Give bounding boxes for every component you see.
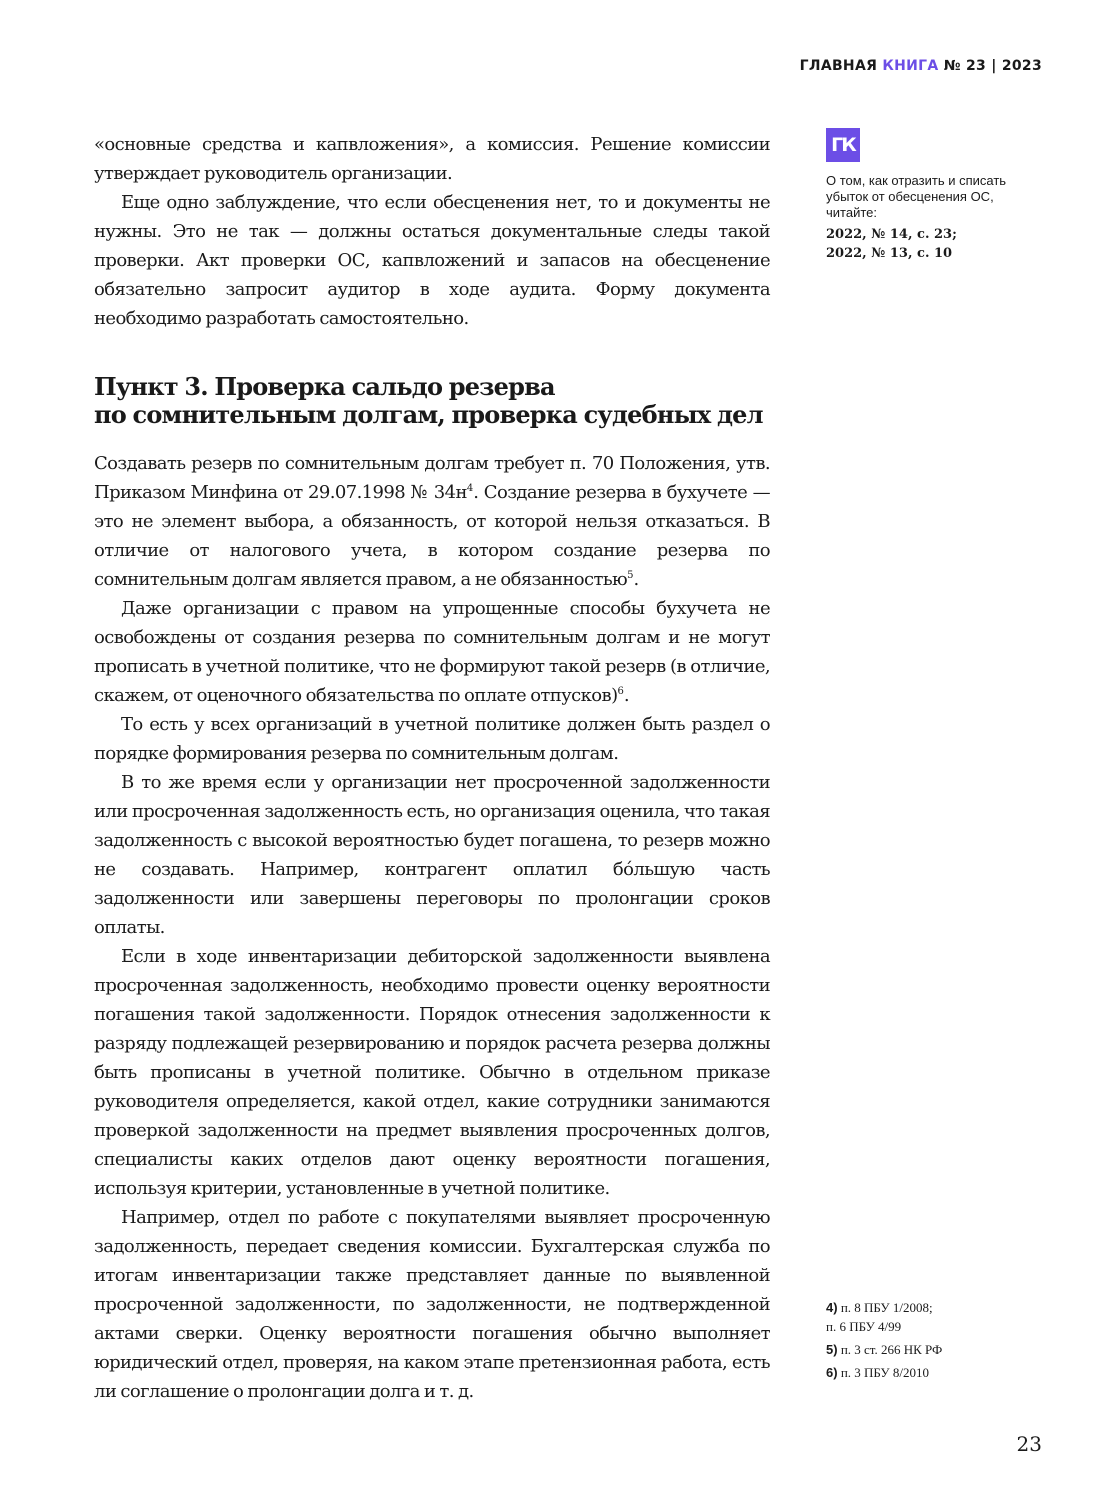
running-header (800, 58, 1042, 74)
footnote (826, 1340, 1046, 1359)
footnote-ref: 6 (617, 686, 624, 697)
gk-logo: ГК (826, 128, 860, 162)
section-heading (94, 373, 770, 429)
footnote-number: 5) (826, 1342, 838, 1357)
footnotes (826, 1298, 1046, 1386)
section-heading-line: Пункт 3. Проверка сальдо резерва (94, 372, 555, 401)
footnote-text: п. 6 ПБУ 4/99 (826, 1319, 902, 1334)
reference-link: 2022, № 13, с. 10 (826, 246, 953, 261)
footnote-text: п. 3 ст. 266 НК РФ (837, 1342, 943, 1357)
paragraph (94, 449, 770, 594)
footnote-text: п. 3 ПБУ 8/2010 (837, 1365, 929, 1380)
footnote (826, 1363, 1046, 1382)
paragraph: «основные средства и капвложения», а комиссия. Решение комиссии утверждает руководитель организации. (94, 134, 770, 184)
paragraph-text: . (633, 569, 639, 590)
publication-name: ГЛАВНАЯ (799, 58, 883, 74)
paragraph: В то же время если у организации нет просроченной задолженности или просроченная задолженность есть, но организация оценила, что такая задолженность с высокой вероятностью будет погашена, то резерв можно не создавать. Например, контрагент оплатил бóльшую часть задолженности или завершены переговоры по пролонгации сроков оплаты. (94, 772, 770, 938)
paragraph: Если в ходе инвентаризации дебиторской задолженности выявлена просроченная задолженность, необходимо провести оценку вероятности погашения такой задолженности. Порядок отнесения задолженности к разряду подлежащей резервированию и порядок расчета резерва должны быть прописаны в учетной политике. Обычно в отдельном приказе руководителя определяется, какой отдел, какие сотрудники занимаются проверкой задолженности на предмет выявления просроченных долгов, специалисты каких отделов дают оценку вероятности погашения, используя критерии, установленные в учетной политике. (94, 946, 770, 1199)
paragraph-text: . (623, 685, 630, 706)
article-body (94, 130, 770, 1406)
paragraph-text: Даже организации с правом на упрощенные способы бухучета не освобождены от создания резерва по сомнительным долгам и не могут прописать в учетной политике, что не формируют такой резерв (в отличие, скажем, от оценочного обязательства по оплате отпусков) (94, 598, 770, 706)
footnote (826, 1298, 1046, 1336)
footnote-text: п. 8 ПБУ 1/2008; (837, 1300, 933, 1315)
paragraph: То есть у всех организаций в учетной политике должен быть раздел о порядке формирования резерва по сомнительным долгам. (94, 714, 770, 764)
sidebar-note (826, 128, 1046, 263)
reference-link: 2022, № 14, с. 23; (826, 227, 957, 242)
footnote-number: 6) (826, 1365, 838, 1380)
paragraph (94, 594, 770, 710)
paragraph: Еще одно заблуждение, что если обесценения нет, то и документы не нужны. Это не так — должны остаться документальные следы такой проверки. Акт проверки ОС, капвложений и запасов на обесценение обязательно запросит аудитор в ходе аудита. Форму документа необходимо разработать самостоятельно. (94, 192, 770, 329)
issue-number: № 23 | 2023 (938, 58, 1042, 74)
page-number: 23 (1016, 1432, 1042, 1456)
publication-name-accent: КНИГА (882, 58, 939, 74)
paragraph-text: Создавать резерв по сомнительным долгам требует п. 70 Положения, утв. Приказом Минфина от 29.07.1998 № 34н (94, 453, 770, 503)
sidebar-note-text: О том, как отразить и списать убыток от обесценения ОС, читайте: (826, 173, 1007, 220)
paragraph: Например, отдел по работе с покупателями выявляет просроченную задолженность, передает сведения комиссии. Бухгалтерская служба по итогам инвентаризации также представляет данные по выявленной просроченной задолженности, по задолженности, не подтвержденной актами сверки. Оценку вероятности погашения обычно выполняет юридический отдел, проверяя, на каком этапе претензионная работа, есть ли соглашение о пролонгации долга и т. д. (94, 1207, 770, 1402)
footnote-ref: 4 (466, 483, 474, 494)
sidebar-references (826, 225, 1046, 263)
paragraph-text: . Создание резерва в бухучете — это не элемент выбора, а обязанность, от которой нельзя отказаться. В отличие от налогового учета, в котором создание резерва по сомнительным долгам является правом, а не обязанностью (94, 482, 770, 590)
footnote-number: 4) (826, 1300, 838, 1315)
section-heading-line: по сомнительным долгам, проверка судебных дел (94, 400, 763, 429)
footnote-ref: 5 (627, 570, 634, 581)
